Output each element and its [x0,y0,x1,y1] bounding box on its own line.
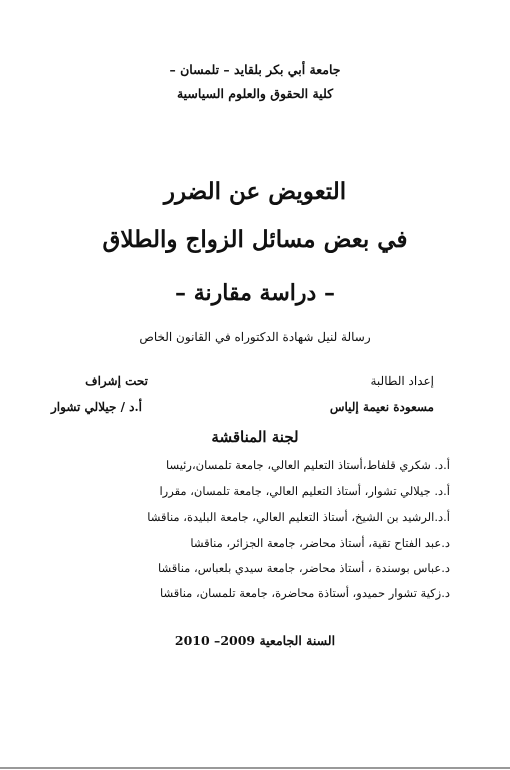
committee-member: د.عباس بوسندة ، أستاذ محاضر، جامعة سيدي بلعباس، مناقشا [157,561,450,575]
thesis-subtitle: رسالة لنيل شهادة الدكتوراه في القانون الخاص [139,330,371,344]
title-line-3: – دراسة مقارنة – [175,280,335,306]
committee-member: أ.د.الرشيد بن الشيخ، أستاذ التعليم العالي، جامعة البليدة، مناقشا [147,510,450,524]
title-line-2: في بعض مسائل الزواج والطلاق [102,226,408,253]
committee-member: أ.د. جيلالي تشوار، أستاذ التعليم العالي، جامعة تلمسان، مقررا [159,484,450,498]
title-line-1: التعويض عن الضرر [163,178,347,205]
academic-year: السنة الجامعية 2009– 2010 [174,633,336,648]
committee-title: لجنة المناقشة [211,428,299,446]
supervision-label: تحت إشراف [85,374,148,388]
committee-member: د.عبد الفتاح تقية، أستاذ محاضر، جامعة الجزائر، مناقشا [190,536,450,550]
supervisor-name: أ.د / جيلالي تشوار [50,400,142,414]
committee-member: أ.د. شكري قلفاط،أستاذ التعليم العالي، جامعة تلمسان،رئيسا [165,458,450,472]
faculty-name: كلية الحقوق والعلوم السياسية [176,86,334,101]
student-name: مسعودة نعيمة إلياس [329,400,434,414]
committee-member: د.زكية تشوار حميدو، أستاذة محاضرة، جامعة تلمسان، مناقشا [159,586,450,600]
prepared-by-label: إعداد الطالبة [370,374,434,388]
university-name: جامعة أبي بكر بلقايد – تلمسان – [169,62,341,77]
page-bottom-divider [0,767,510,769]
